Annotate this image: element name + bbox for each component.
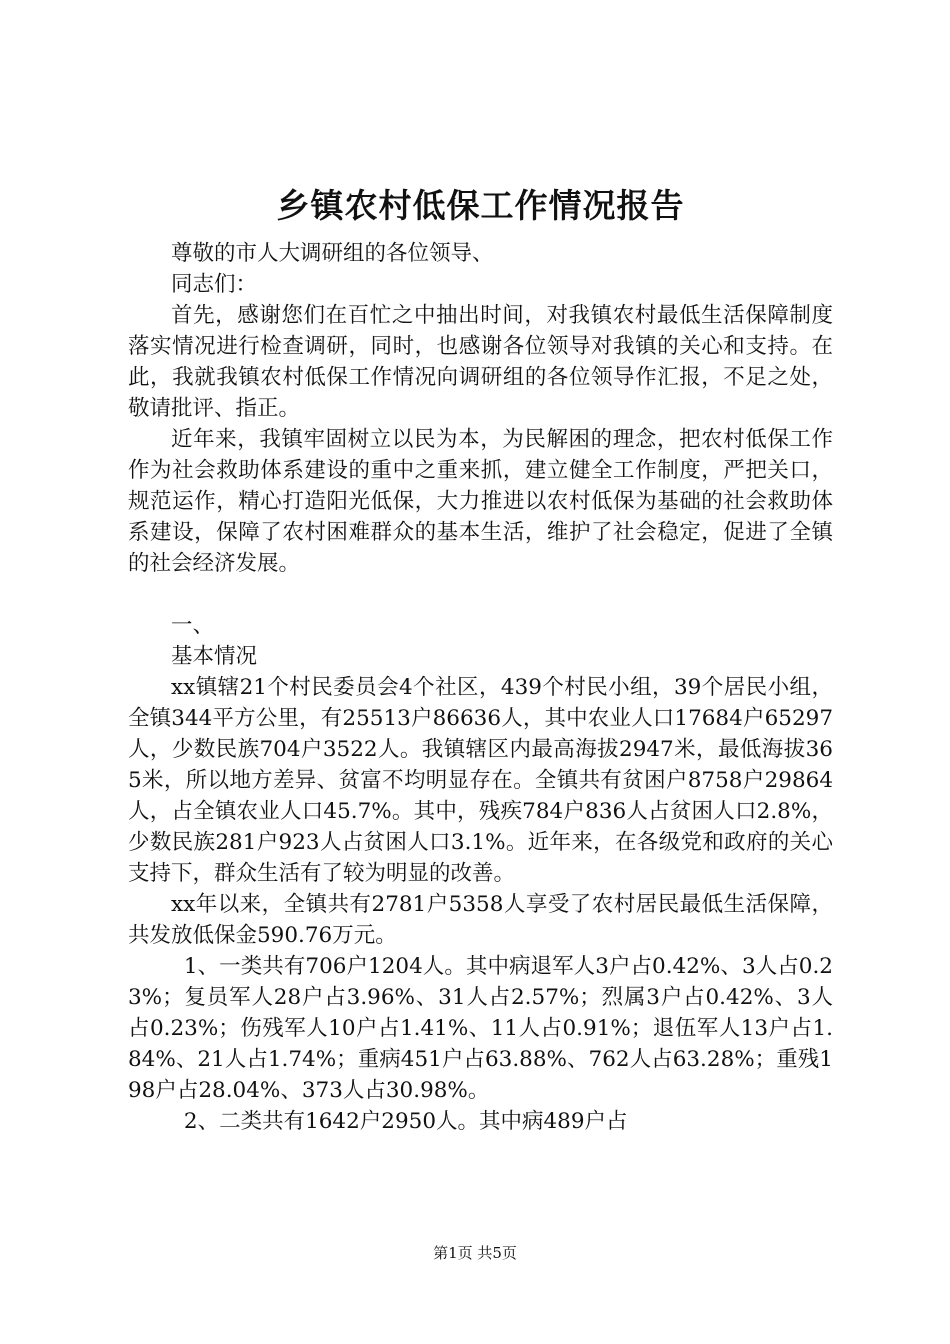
body-paragraph-basic-info: xx镇辖21个村民委员会4个社区，439个村民小组，39个居民小组，全镇344平方公里，有25513户86636人，其中农业人口17684户65297人，少数民族704户3522人。我镇辖区内最高海拔2947米，最低海拔365米，所以地方差异、贫富不均明显存在。全镇共有贫困户8758户29864人，占全镇农业人口45.7%。其中，残疾784户836人占贫困人口2.8%，少数民族281户923人占贫困人口3.1%。近年来，在各级党和政府的关心支持下，群众生活有了较为明显的改善。 bbox=[128, 675, 833, 886]
document-page bbox=[128, 180, 833, 1137]
section-heading: 基本情况 bbox=[171, 644, 258, 669]
document-title: 乡镇农村低保工作情况报告 bbox=[276, 186, 685, 225]
paragraph-spacer bbox=[128, 579, 833, 610]
salutation-line-1: 尊敬的市人大调研组的各位领导、 bbox=[171, 241, 494, 266]
body-paragraph-intro: 首先，感谢您们在百忙之中抽出时间，对我镇农村最低生活保障制度落实情况进行检查调研，同时，也感谢各位领导对我镇的关心和支持。在此，我就我镇农村低保工作情况向调研组的各位领导作汇报，不足之处，敬请批评、指正。 bbox=[128, 303, 833, 421]
body-paragraph-category-1: 1、一类共有706户1204人。其中病退军人3户占0.42%、3人占0.23%；复员军人28户占3.96%、31人占2.57%；烈属3户占0.42%、3人占0.23%；伤残军人10户占1.41%、11人占0.91%；退伍军人13户占1.84%、21人占1.74%；重病451户占63.88%、762人占63.28%；重残198户占28.04%、373人占30.98%。 bbox=[128, 954, 833, 1103]
body-paragraph-summary: xx年以来，全镇共有2781户5358人享受了农村居民最低生活保障，共发放低保金590.76万元。 bbox=[128, 892, 833, 948]
body-paragraph-category-2: 2、二类共有1642户2950人。其中病489户占 bbox=[183, 1109, 628, 1134]
body-paragraph-overview: 近年来，我镇牢固树立以民为本，为民解困的理念，把农村低保工作作为社会救助体系建设的重中之重来抓，建立健全工作制度，严把关口，规范运作，精心打造阳光低保，大力推进以农村低保为基础的社会救助体系建设，保障了农村困难群众的基本生活，维护了社会稳定，促进了全镇的社会经济发展。 bbox=[128, 427, 833, 576]
section-number: 一、 bbox=[171, 613, 215, 638]
page-footer: 第1页 共5页 bbox=[433, 1244, 517, 1262]
salutation-line-2: 同志们： bbox=[171, 272, 258, 297]
